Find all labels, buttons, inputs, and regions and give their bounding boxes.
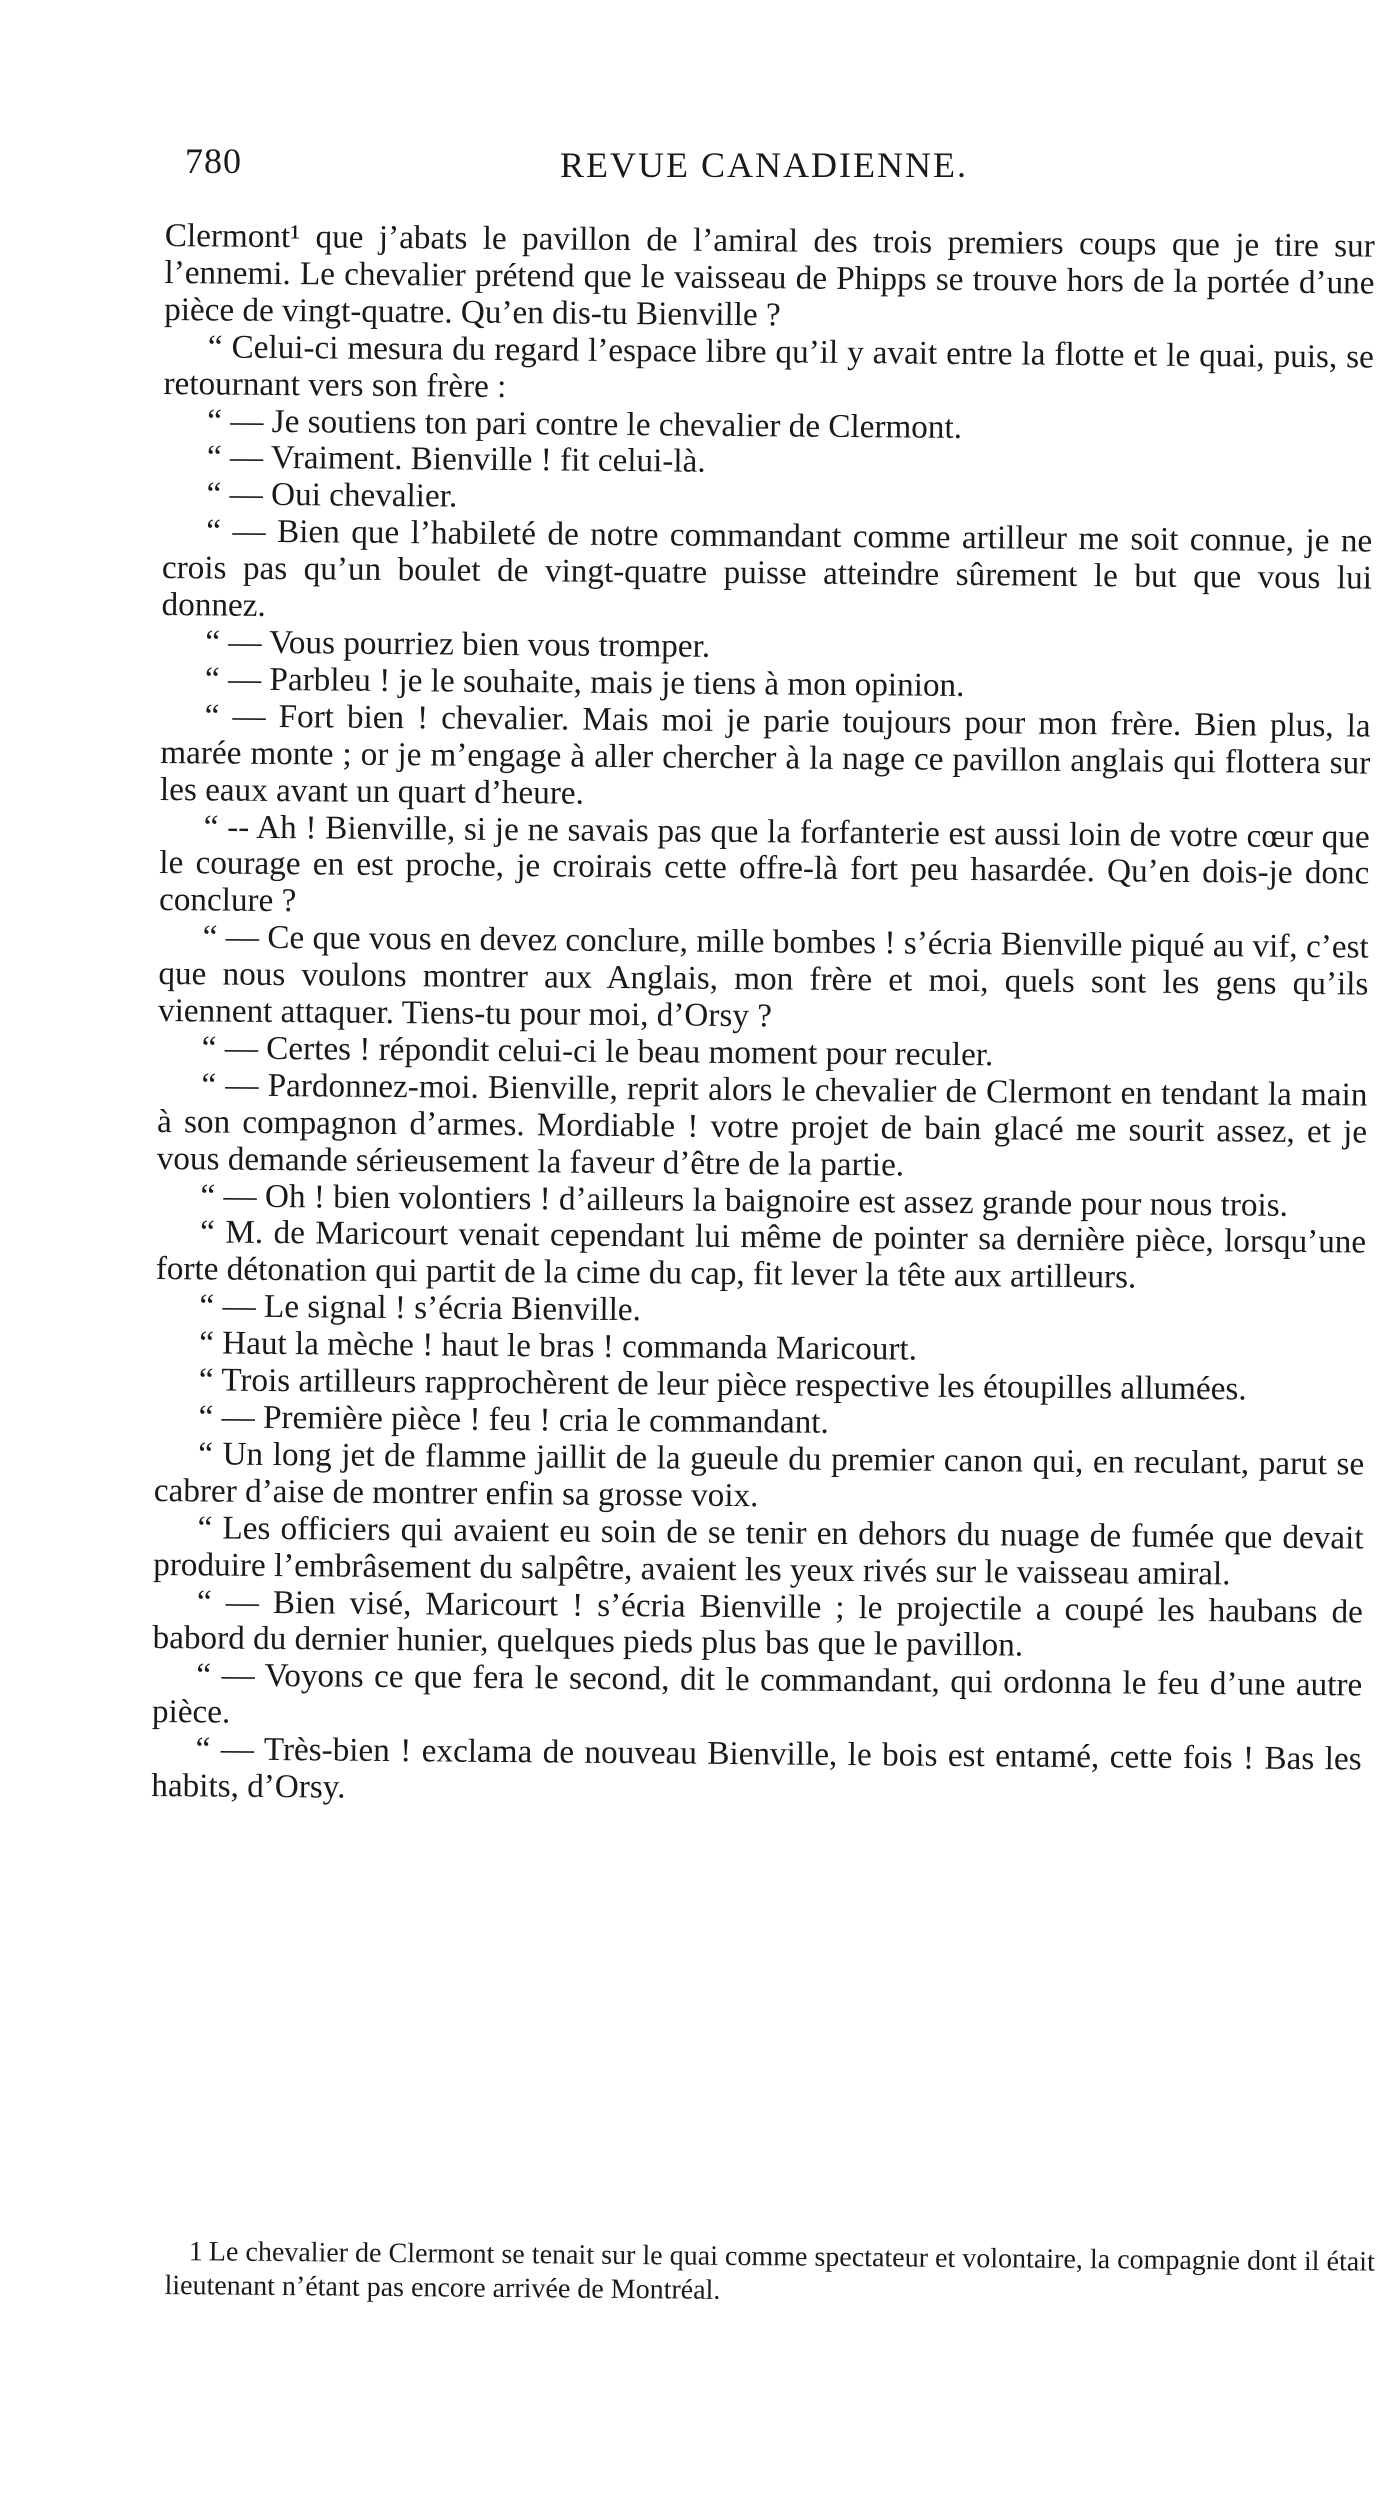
paragraph: “ — Ce que vous en devez conclure, mille bombes ! s’écria Bienville piqué au vif, c’est que nous voulons montrer aux Anglais, mon frère et moi, quels sont les gens qu’ils viennent attaquer. Tiens-tu pour moi, d’Orsy ? [157,918,1369,1035]
paragraph: “ — Première pièce ! feu ! cria le commandant. [198,1398,829,1441]
paragraph: Clermont¹ que j’abats le pavillon de l’amiral des trois premiers coups que je tire sur l’ennemi. Le chevalier prétend que le vaisseau de Phipps se trouve hors de la portée d’une pièce de vingt-quatre. Qu’en dis-tu Bienville ? [164,217,1375,334]
paragraph: “ — Pardonnez-moi. Bienville, reprit alors le chevalier de Clermont en tendant la main à son compagnon d’armes. Mordiable ! votre projet de bain glacé me sourit assez, et je vous demande sérieusement la faveur d’être de la partie. [156,1066,1368,1184]
paragraph: “ Trois artilleurs rapprochèrent de leur pièce respective les étoupilles allumées. [198,1361,1247,1408]
paragraph: “ — Vraiment. Bienville ! fit celui-là. [206,438,706,481]
page-number: 780 [185,141,242,181]
body-text [151,218,1375,1815]
paragraph: “ — Fort bien ! chevalier. Mais moi je parie toujours pour mon frère. Bien plus, la marée monte ; or je m’engage à aller chercher à la nage ce pavillon anglais qui flottera sur les eaux avant un quart d’heure. [159,697,1371,812]
page-header [185,140,1375,200]
running-title: REVUE CANADIENNE. [560,145,968,185]
paragraph: “ Celui-ci mesura du regard l’espace libre qu’il y avait entre la flotte et le quai, puis, se retournant vers son frère : [163,328,1374,405]
paragraph: “ -- Ah ! Bienville, si je ne savais pas que la forfanterie est aussi loin de votre cœur que le courage en est proche, je croirais cette offre-là fort peu hasardée. Qu’en dois-je donc conclure ? [158,807,1370,920]
paragraph: “ M. de Maricourt venait cependant lui même de pointer sa dernière pièce, lorsqu’une forte détonation qui partit de la cime du cap, fit lever la tête aux artilleurs. [155,1213,1367,1296]
paragraph: “ — Bien visé, Maricourt ! s’écria Bienville ; le projectile a coupé les haubans de babord du dernier hunier, quelques pieds plus bas que le pavillon. [152,1582,1364,1664]
paragraph: “ Les officiers qui avaient eu soin de se tenir en dehors du nuage de fumée que devait produire l’embrâsement du salpêtre, avaient les yeux rivés sur le vaisseau amiral. [153,1509,1364,1592]
paragraph: “ — Oui chevalier. [206,475,458,515]
paragraph: “ — Très-bien ! exclama de nouveau Bienville, le bois est entamé, cette fois ! Bas les habits, d’Orsy. [151,1730,1362,1806]
paragraph: “ — Vous pourriez bien vous tromper. [205,623,711,665]
paragraph: “ — Voyons ce que fera le second, dit le commandant, qui ordonna le feu d’une autre pièce. [151,1656,1363,1731]
footnote-marker: 1 [188,2236,203,2268]
paragraph: “ Haut la mèche ! haut le bras ! commanda Maricourt. [199,1324,918,1368]
footnote-text: Le chevalier de Clermont se tenait sur le quai comme spectateur et volontaire, la compagnie dont il était lieutenant n’étant pas encore arrivée de Montréal. [164,2236,1375,2306]
footnote-paragraph [164,2235,1375,2314]
paragraph: “ — Parbleu ! je le souhaite, mais je tiens à mon opinion. [204,660,965,704]
footnote [164,2235,1375,2314]
paragraph: “ — Certes ! répondit celui-ci le beau moment pour reculer. [201,1029,994,1074]
paragraph: “ Un long jet de flamme jaillit de la gueule du premier canon qui, en reculant, parut se cabrer d’aise de montrer enfin sa grosse voix. [153,1435,1365,1515]
paragraph: “ — Oh ! bien volontiers ! d’ailleurs la baignoire est assez grande pour nous trois. [200,1176,1289,1224]
paragraph: “ — Le signal ! s’écria Bienville. [199,1287,642,1329]
paragraph: “ — Bien que l’habileté de notre commandant comme artilleur me soit connue, je ne crois pas qu’un boulet de vingt-quatre puisse atteindre sûrement le but que vous lui donnez. [161,512,1373,624]
paragraph: “ — Je soutiens ton pari contre le chevalier de Clermont. [207,401,963,446]
